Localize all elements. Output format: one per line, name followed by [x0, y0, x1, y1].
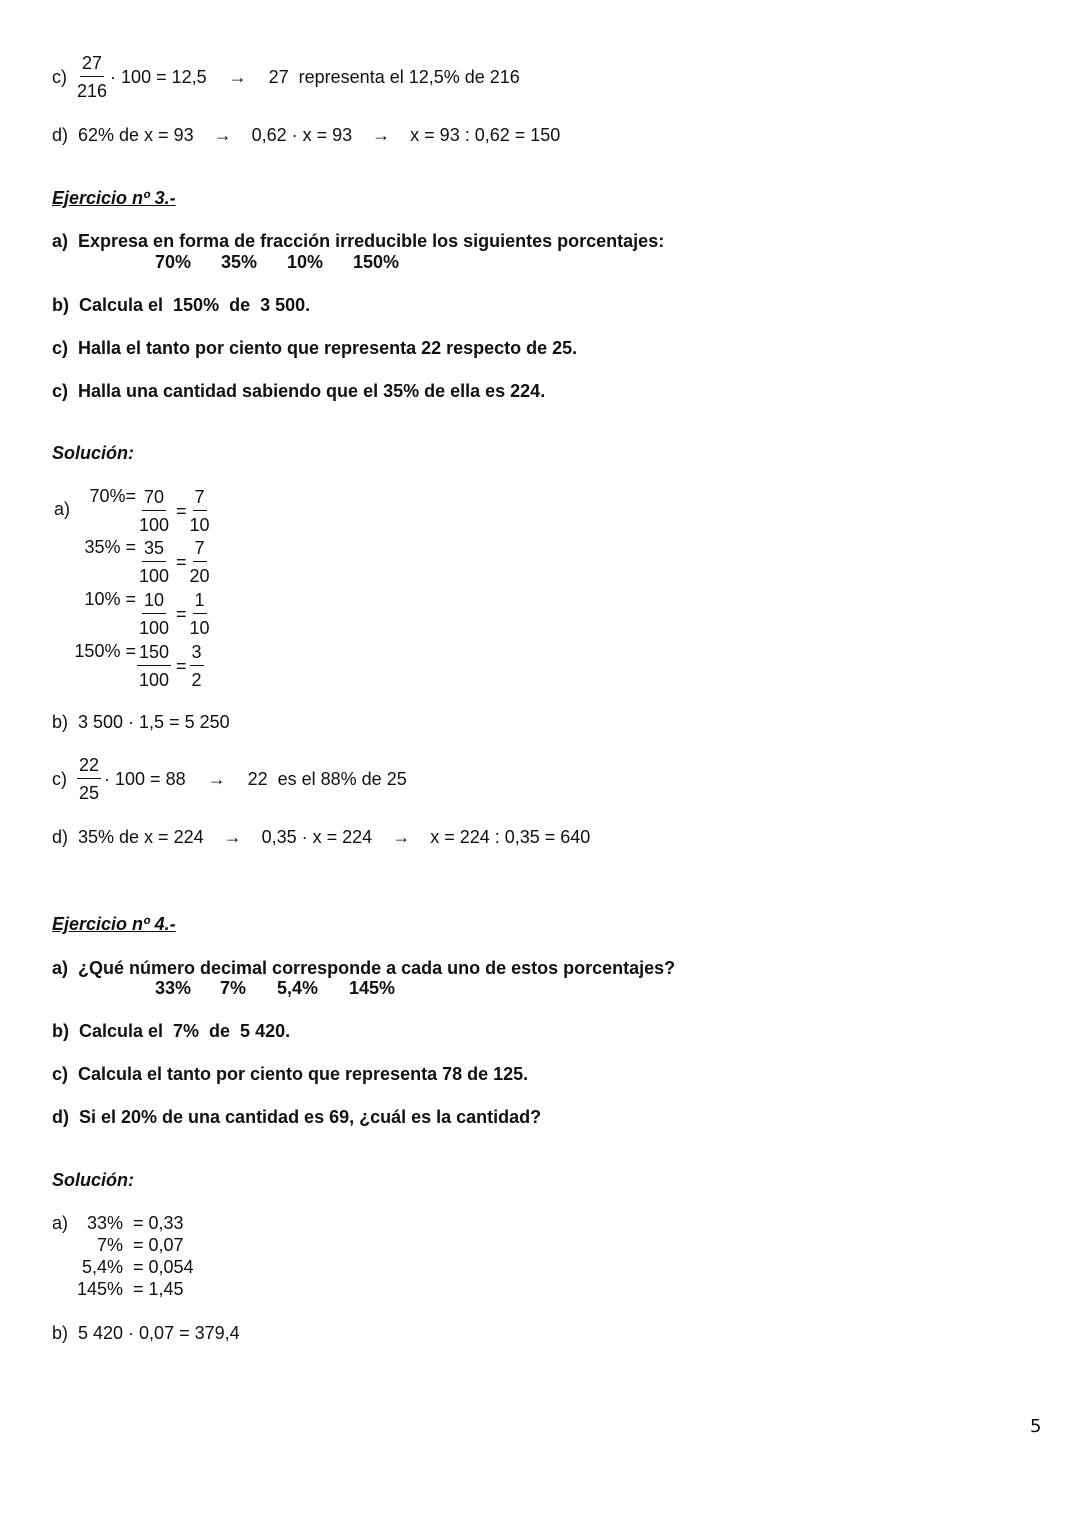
denominator: 216	[77, 81, 108, 101]
ex3-sol-b: b) 3 500 · 1,5 = 5 250	[52, 712, 230, 732]
fraction-row	[132, 537, 213, 587]
ex4-sol-a-pct-2: 5,4%	[81, 1257, 123, 1277]
fraction	[135, 589, 173, 639]
fraction	[135, 537, 173, 587]
ex4-pct-3: 145%	[349, 978, 396, 998]
percent: 35%	[84, 537, 121, 557]
equals: =	[176, 500, 187, 521]
fraction-row	[132, 486, 213, 536]
arrow: →	[228, 66, 247, 87]
ex4-sol-a-pct-0: 33%	[86, 1213, 123, 1233]
ex3-question-a: a) Expresa en forma de fracción irreducible los siguientes porcentajes:	[52, 231, 665, 251]
numerator: 10	[142, 589, 166, 614]
ex3-question-c: c) Halla el tanto por ciento que representa 22 respecto de 25.	[52, 338, 578, 358]
prev-solution-d: d) 62% de x = 93 → 0,62 · x = 93 → x = 93 : 0,62 = 150	[52, 125, 561, 145]
ex4-pct-2: 5,4%	[277, 978, 319, 998]
ex4-sol-a-val-1: = 0,07	[133, 1235, 184, 1255]
denominator: 100	[138, 618, 170, 638]
ex4-sol-a-pct-3: 145%	[76, 1279, 123, 1299]
ex3-sol-c	[52, 754, 407, 804]
ex4-sol-b: b) 5 420 · 0,07 = 379,4	[52, 1323, 240, 1343]
ex4-question-a: a) ¿Qué número decimal corresponde a cada uno de estos porcentajes?	[52, 958, 676, 978]
equals: =	[176, 655, 187, 676]
page-number: 5	[1030, 1416, 1042, 1437]
numerator: 7	[193, 537, 207, 562]
numerator: 7	[193, 486, 207, 511]
ex3-pct-3: 150%	[353, 252, 400, 272]
result: 27 representa el 12,5% de 216	[268, 66, 520, 87]
ex4-sol-a-pct-1: 7%	[96, 1235, 123, 1255]
ex3-sol-d: d) 35% de x = 224 → 0,35 · x = 224 → x = 224 : 0,35 = 640	[52, 827, 591, 847]
fraction	[77, 754, 101, 804]
equals: =	[125, 589, 136, 609]
prev-solution-c	[52, 52, 520, 102]
denominator: 2	[191, 670, 202, 690]
denominator: 100	[138, 515, 170, 535]
ex3-pct-1: 35%	[221, 252, 258, 272]
arrow: →	[207, 768, 226, 789]
fraction	[135, 641, 173, 691]
numerator: 35	[142, 537, 166, 562]
equals: =	[176, 603, 187, 624]
ex4-sol-a-val-3: = 1,45	[133, 1279, 184, 1299]
ex3-pct-0: 70%	[155, 252, 192, 272]
numerator: 3	[190, 641, 204, 666]
ex4-question-c: c) Calcula el tanto por ciento que representa 78 de 125.	[52, 1064, 529, 1084]
denominator: 20	[189, 566, 210, 586]
ex4-sol-a-val-0: = 0,33	[133, 1213, 184, 1233]
expression: · 100 = 88	[104, 768, 186, 789]
ex3-solution-label: Solución:	[52, 443, 134, 463]
ex3-pct-2: 10%	[287, 252, 324, 272]
fraction-row	[84, 537, 136, 558]
item-label: c)	[52, 768, 67, 789]
equals: =	[125, 486, 136, 506]
ex3-question-c2: c) Halla una cantidad sabiendo que el 35% de ella es 224.	[52, 381, 546, 401]
item-label: c)	[52, 66, 67, 87]
fraction	[77, 52, 107, 102]
fraction-row	[89, 486, 136, 507]
equals: =	[176, 551, 187, 572]
fraction	[190, 537, 210, 587]
numerator: 70	[142, 486, 166, 511]
fraction	[135, 486, 173, 536]
percent: 10%	[84, 589, 121, 609]
numerator: 1	[193, 589, 207, 614]
exercise-4-title: Ejercicio nº 4.-	[52, 914, 176, 934]
exercise-3-title: Ejercicio nº 3.-	[52, 188, 176, 208]
equals: =	[125, 537, 136, 557]
fraction-row	[84, 589, 136, 610]
ex4-question-d: d) Si el 20% de una cantidad es 69, ¿cuál es la cantidad?	[52, 1107, 542, 1127]
fraction-row	[74, 641, 136, 662]
denominator: 25	[79, 783, 100, 803]
fraction-row	[132, 589, 213, 639]
denominator: 100	[138, 566, 170, 586]
ex4-pct-1: 7%	[220, 978, 247, 998]
fraction-row	[132, 641, 207, 691]
fraction	[190, 641, 204, 691]
ex3-question-b: b) Calcula el 150% de 3 500.	[52, 295, 311, 315]
ex3-sol-a-label: a)	[54, 499, 71, 519]
equals: =	[125, 641, 136, 661]
fraction	[190, 486, 210, 536]
numerator: 27	[80, 52, 104, 77]
numerator: 22	[77, 754, 101, 779]
expression: · 100 = 12,5	[110, 66, 207, 87]
denominator: 100	[138, 670, 170, 690]
percent: 150%	[74, 641, 121, 661]
ex4-solution-label: Solución:	[52, 1170, 134, 1190]
ex4-sol-a-val-2: = 0,054	[133, 1257, 194, 1277]
fraction	[190, 589, 210, 639]
denominator: 10	[189, 618, 210, 638]
denominator: 10	[189, 515, 210, 535]
numerator: 150	[137, 641, 171, 666]
ex4-question-b: b) Calcula el 7% de 5 420.	[52, 1021, 291, 1041]
ex4-pct-0: 33%	[155, 978, 192, 998]
result: 22 es el 88% de 25	[247, 768, 407, 789]
percent: 70%	[89, 486, 126, 506]
ex4-sol-a-label: a)	[52, 1213, 69, 1233]
